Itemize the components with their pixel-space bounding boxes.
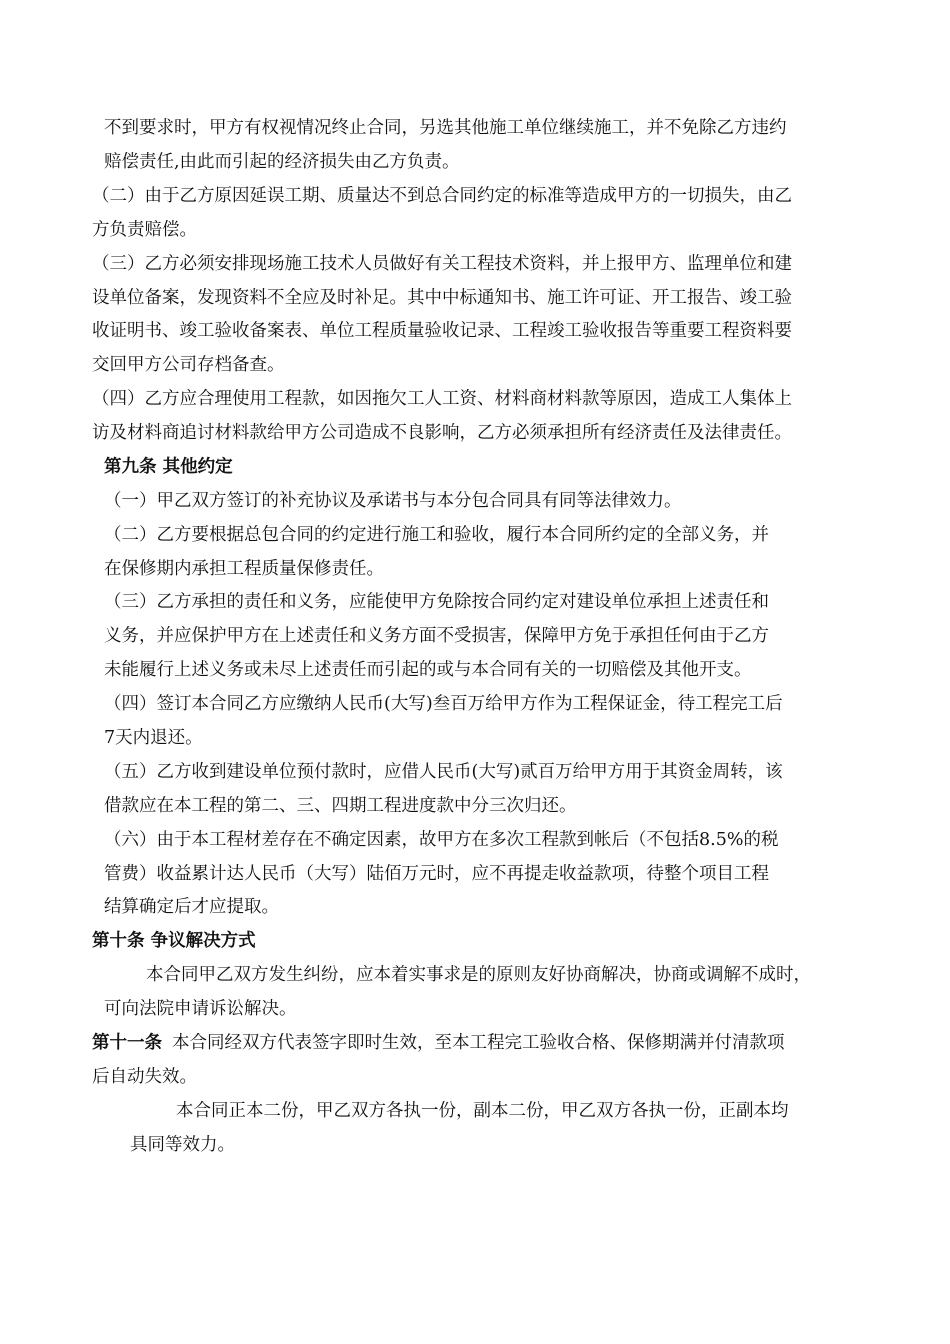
text-line: 在保修期内承担工程质量保修责任。 bbox=[104, 559, 384, 579]
text-line: 方负责赔偿。 bbox=[92, 220, 197, 240]
text-line: （四）乙方应合理使用工程款，如因拖欠工人工资、材料商材料款等原因，造成工人集体上 bbox=[92, 389, 792, 409]
text-line: （二）乙方要根据总包合同的约定进行施工和验收，履行本合同所约定的全部义务，并 bbox=[104, 525, 769, 545]
text-line: （六）由于本工程材差存在不确定因素，故甲方在多次工程款到帐后（不包括8.5%的税 bbox=[104, 830, 779, 850]
text-line: 7天内退还。 bbox=[104, 728, 203, 748]
text-line: 交回甲方公司存档备查。 bbox=[92, 355, 285, 375]
text-line: （一）甲乙双方签订的补充协议及承诺书与本分包合同具有同等法律效力。 bbox=[104, 491, 682, 511]
text-line: 义务，并应保护甲方在上述责任和义务方面不受损害，保障甲方免于承担任何由于乙方 bbox=[104, 626, 769, 646]
text-line: 本合同甲乙双方发生纠纷，应本着实事求是的原则友好协商解决，协商或调解不成时， bbox=[146, 965, 811, 985]
article-11-line bbox=[92, 1031, 785, 1055]
text-line: 设单位备案，发现资料不全应及时补足。其中中标通知书、施工许可证、开工报告、竣工验 bbox=[92, 288, 792, 308]
text-line: （三）乙方承担的责任和义务，应能使甲方免除按合同约定对建设单位承担上述责任和 bbox=[104, 592, 769, 612]
text-line: （三）乙方必须安排现场施工技术人员做好有关工程技术资料，并上报甲方、监理单位和建 bbox=[92, 254, 792, 274]
text-line: 结算确定后才应提取。 bbox=[104, 897, 279, 917]
text-line: 本合同正本二份，甲乙双方各执一份，副本二份，甲乙双方各执一份，正副本均 bbox=[176, 1101, 789, 1121]
article-9-heading: 第九条 其他约定 bbox=[104, 457, 233, 477]
text-line: 不到要求时，甲方有权视情况终止合同，另选其他施工单位继续施工，并不免除乙方违约 bbox=[104, 118, 787, 138]
text-line: 具同等效力。 bbox=[130, 1135, 235, 1155]
text-line: （二）由于乙方原因延误工期、质量达不到总合同约定的标准等造成甲方的一切损失，由乙 bbox=[92, 186, 792, 206]
text-line: 管费）收益累计达人民币（大写）陆佰万元时，应不再提走收益款项，待整个项目工程 bbox=[104, 864, 769, 884]
text-line: 收证明书、竣工验收备案表、单位工程质量验收记录、工程竣工验收报告等重要工程资料要 bbox=[92, 321, 792, 341]
text-line: 借款应在本工程的第二、三、四期工程进度款中分三次归还。 bbox=[104, 796, 577, 816]
text-line: （四）签订本合同乙方应缴纳人民币(大写)叁百万给甲方作为工程保证金，待工程完工后 bbox=[104, 694, 783, 714]
text-line: 后自动失效。 bbox=[92, 1067, 197, 1087]
text-line: 可向法院申请诉讼解决。 bbox=[104, 999, 297, 1019]
article-11-heading: 第十一条 bbox=[92, 1033, 162, 1053]
text-line: 访及材料商追讨材料款给甲方公司造成不良影响，乙方必须承担所有经济责任及法律责任。 bbox=[92, 423, 792, 443]
text-line: 未能履行上述义务或未尽上述责任而引起的或与本合同有关的一切赔偿及其他开支。 bbox=[104, 660, 752, 680]
article-11-text: 本合同经双方代表签字即时生效，至本工程完工验收合格、保修期满并付清款项 bbox=[172, 1033, 785, 1053]
article-10-heading: 第十条 争议解决方式 bbox=[92, 931, 256, 951]
text-line: （五）乙方收到建设单位预付款时，应借人民币(大写)贰百万给甲方用于其资金周转，该 bbox=[104, 762, 783, 782]
text-line: 赔偿责任,由此而引起的经济损失由乙方负责。 bbox=[104, 152, 460, 172]
